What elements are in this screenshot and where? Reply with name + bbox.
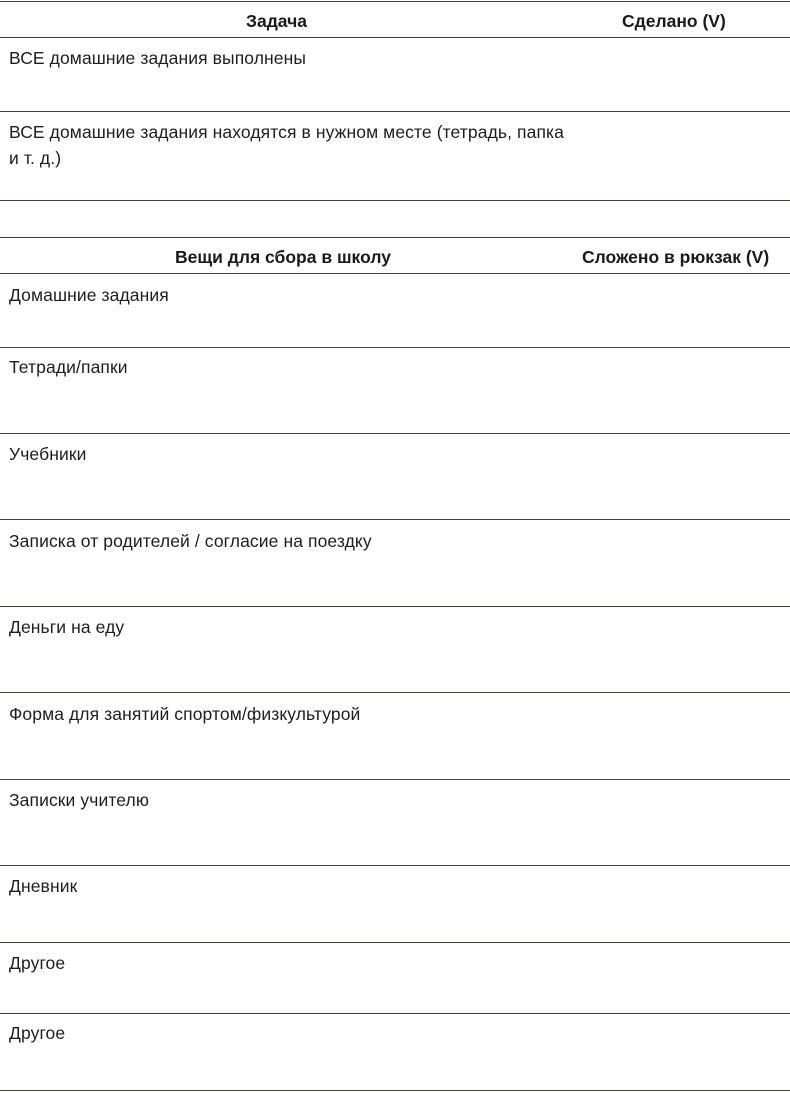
table2-row-10-rule bbox=[0, 1090, 790, 1091]
table2-row-9-rule bbox=[0, 1013, 790, 1014]
table1-header-done: Сделано (V) bbox=[622, 11, 726, 31]
table2-row-8-rule bbox=[0, 942, 790, 943]
table2-row-9-label: Другое bbox=[9, 953, 66, 973]
table2-row-8-label: Дневник bbox=[9, 876, 78, 896]
table2-row-6-label: Форма для занятий спортом/физкультурой bbox=[9, 704, 361, 724]
table1-header-task: Задача bbox=[246, 11, 307, 31]
table2-row-2-rule bbox=[0, 433, 790, 434]
table2-row-5-packed-cell[interactable] bbox=[560, 609, 785, 689]
table2-row-9-packed-cell[interactable] bbox=[560, 945, 785, 1010]
table2-row-1-packed-cell[interactable] bbox=[560, 276, 785, 344]
table1-header-rule bbox=[0, 37, 790, 38]
table2-row-10-packed-cell[interactable] bbox=[560, 1016, 785, 1088]
table2-row-10-label: Другое bbox=[9, 1023, 66, 1043]
table2-header-rule bbox=[0, 273, 790, 274]
table2-row-6-rule bbox=[0, 779, 790, 780]
table2-header-packed: Сложено в рюкзак (V) bbox=[582, 247, 770, 267]
table2-row-4-label: Записка от родителей / согласие на поездку bbox=[9, 531, 372, 551]
table2-header-items: Вещи для сбора в школу bbox=[175, 247, 391, 267]
table2-row-8-packed-cell[interactable] bbox=[560, 868, 785, 939]
table2-row-7-packed-cell[interactable] bbox=[560, 782, 785, 862]
table1-row-2-done-cell[interactable] bbox=[560, 114, 785, 198]
table2-row-7-label: Записки учителю bbox=[9, 790, 150, 810]
table1-row-1-rule bbox=[0, 111, 790, 112]
table2-top-rule bbox=[0, 237, 790, 238]
table2-row-3-rule bbox=[0, 519, 790, 520]
table1-top-rule bbox=[0, 1, 790, 2]
table2-row-5-rule bbox=[0, 692, 790, 693]
table2-row-6-packed-cell[interactable] bbox=[560, 695, 785, 775]
table1-row-1-label: ВСЕ домашние задания выполнены bbox=[9, 48, 307, 68]
table2-row-2-packed-cell[interactable] bbox=[560, 350, 785, 430]
table2-row-7-rule bbox=[0, 865, 790, 866]
table2-row-4-rule bbox=[0, 606, 790, 607]
table2-row-3-packed-cell[interactable] bbox=[560, 436, 785, 516]
table2-row-1-label: Домашние задания bbox=[9, 285, 169, 305]
table2-row-3-label: Учебники bbox=[9, 444, 87, 464]
table1-row-1-done-cell[interactable] bbox=[560, 40, 785, 108]
table2-row-1-rule bbox=[0, 347, 790, 348]
table1-row-2-label: ВСЕ домашние задания находятся в нужном месте (тетрадь, папка и т. д.) bbox=[9, 122, 564, 168]
table1-row-2-rule bbox=[0, 200, 790, 201]
table2-row-4-packed-cell[interactable] bbox=[560, 522, 785, 602]
table2-row-5-label: Деньги на еду bbox=[9, 617, 125, 637]
table2-row-2-label: Тетради/папки bbox=[9, 357, 128, 377]
